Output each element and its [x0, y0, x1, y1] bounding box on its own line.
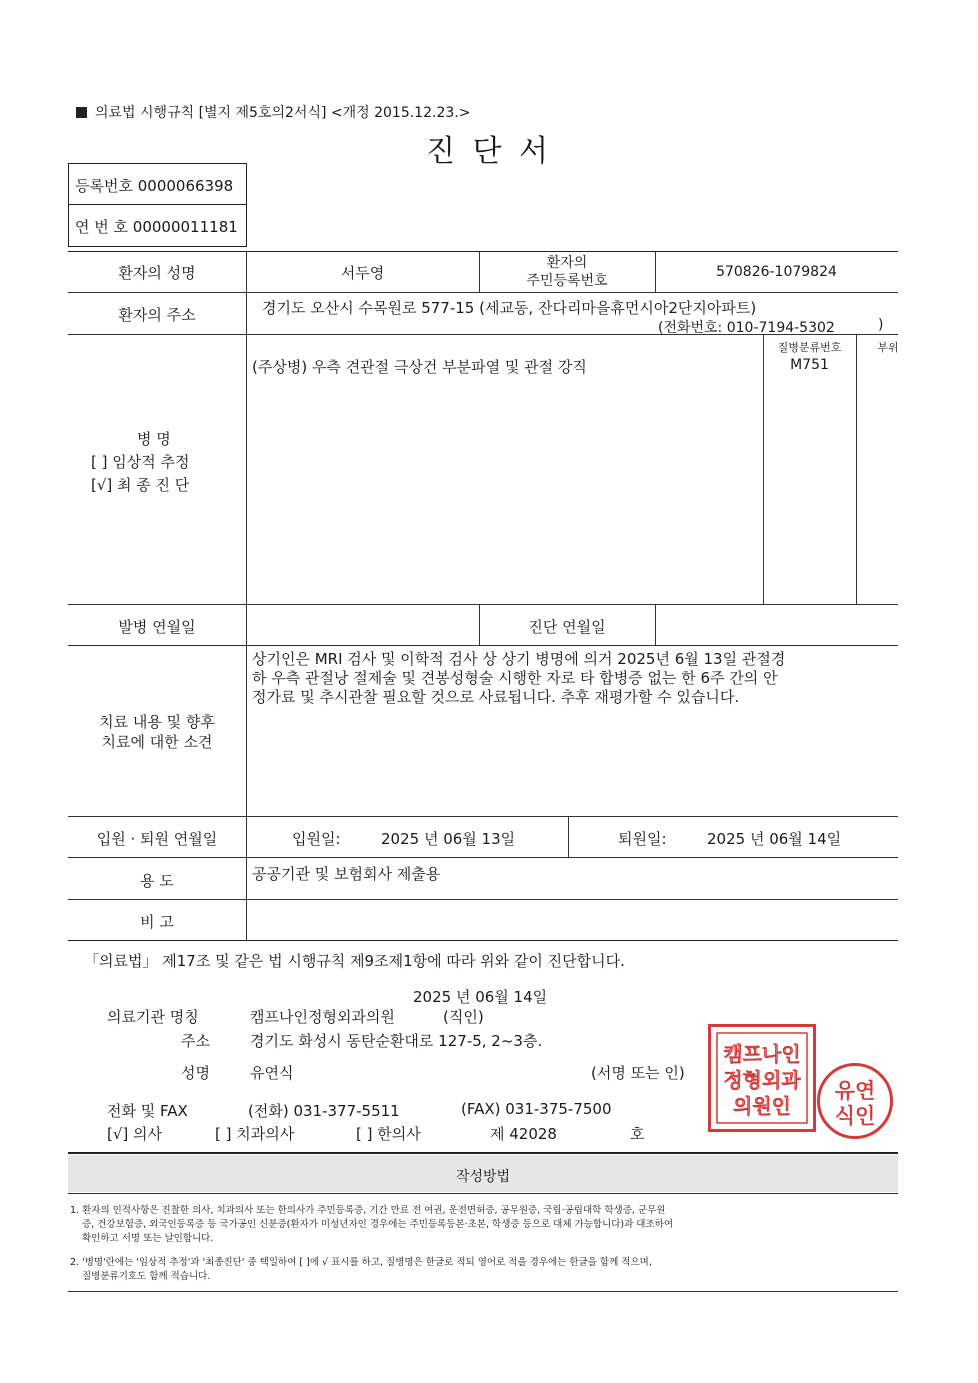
site-label: 부위 [877, 341, 899, 354]
reg-number [75, 175, 233, 196]
admission-in-date: 2025 년 06월 13일 [381, 830, 516, 848]
patient-address: 경기도 오산시 수목원로 577-15 (세교동, 잔다리마을휴먼시아2단지아파트) [262, 299, 757, 317]
address-label: 환자의 주소 [118, 306, 196, 324]
institution-seal-graphic [711, 1027, 813, 1129]
id-box [68, 163, 247, 247]
opinion-label-line1: 치료 내용 및 향후 [99, 713, 215, 731]
institution-address: 경기도 화성시 동탄순환대로 127-5, 2~3층. [250, 1032, 543, 1050]
opinion-label-line2: 치료에 대한 소견 [101, 733, 213, 751]
svg-text:유연: 유연 [834, 1079, 876, 1103]
serial-value: 00000011181 [132, 218, 238, 236]
admission-label: 입원 · 퇴원 연월일 [96, 830, 218, 848]
patient-name: 서두영 [340, 264, 385, 282]
diag-date-label: 진단 연월일 [528, 618, 606, 636]
rrn-label-line1: 환자의 [546, 255, 588, 271]
doctor-seal [817, 1063, 893, 1139]
reg-label: 등록번호 [75, 177, 133, 195]
svg-text:정형외과: 정형외과 [723, 1068, 801, 1092]
institution-label: 의료기관 명칭 [107, 1008, 199, 1026]
svg-text:의원인: 의원인 [733, 1094, 791, 1118]
institution-name: 캠프나인정형외과의원 [250, 1008, 395, 1026]
svg-text:식인: 식인 [834, 1104, 876, 1128]
institution-seal [708, 1024, 816, 1132]
admission-out-date: 2025 년 06월 14일 [707, 830, 842, 848]
opinion-label [68, 712, 246, 752]
stamp-type: (직인) [443, 1008, 484, 1026]
patient-phone: (전화번호: 010-7194-5302 [658, 320, 835, 336]
signature-label: (서명 또는 인) [591, 1064, 685, 1082]
admission-in-label: 입원일: [292, 830, 341, 848]
instructions-title: 작성방법 [455, 1169, 511, 1185]
institution-address-label: 주소 [181, 1032, 210, 1050]
code-label: 질병분류번호 [777, 341, 842, 354]
onset-label: 발병 연월일 [118, 618, 196, 636]
patient-rrn: 570826-1079824 [716, 264, 837, 280]
doctor-name-label: 성명 [181, 1064, 210, 1082]
rrn-label [479, 254, 655, 290]
instruction-1c: 확인하고 서명 또는 날인합니다. [82, 1233, 214, 1244]
tel-number: (전화) 031-377-5511 [248, 1102, 400, 1120]
remarks-label: 비 고 [140, 913, 174, 931]
certification-statement: 「의료법」 제17조 및 같은 법 시행규칙 제9조제1항에 따라 위와 같이 진단합니다. [84, 952, 625, 970]
doctor-name: 유연식 [250, 1064, 294, 1082]
document-title: 진 단 서 [425, 134, 552, 169]
serial-number [75, 216, 238, 237]
opt-dentist: [ ] 치과의사 [215, 1125, 295, 1143]
purpose-label: 용 도 [140, 872, 174, 890]
opt-doctor: [√] 의사 [107, 1125, 163, 1143]
license-number: 제 42028 [490, 1125, 557, 1143]
diagnosis-label: 병 명 [137, 430, 171, 448]
reg-value: 0000066398 [137, 177, 234, 195]
instructions-list [70, 1204, 673, 1284]
license-suffix: 호 [630, 1125, 645, 1143]
serial-label: 연 번 호 [75, 218, 129, 236]
doctor-seal-graphic [820, 1066, 890, 1136]
diagnosis-text: (주상병) 우측 견관절 극상건 부분파열 및 관절 강직 [252, 358, 587, 376]
contact-label: 전화 및 FAX [107, 1102, 188, 1120]
instruction-2b: 질병분류기호도 함께 적습니다. [82, 1271, 211, 1282]
opt-oriental: [ ] 한의사 [356, 1125, 421, 1143]
disease-code: M751 [790, 357, 829, 373]
purpose-value: 공공기관 및 보험회사 제출용 [252, 865, 441, 883]
option-final: [√] 최 종 진 단 [91, 476, 190, 494]
instruction-1a: 1. 환자의 인적사항은 진찰한 의사, 치과의사 또는 한의사가 주민등록증, 기간 만료 전 여권, 운전면허증, 공무원증, 국립·공립대학 학생증, 군무원 [70, 1205, 666, 1216]
regulation-header [76, 102, 470, 122]
patient-name-label: 환자의 성명 [118, 264, 196, 282]
instruction-2a: 2. '병명'란에는 '임상적 추정'과 '최종진단' 중 택일하여 [ ]에 √ 표시를 하고, 질병명은 한글로 적되 영어로 적을 경우에는 한글을 함께 적으며, [70, 1257, 652, 1268]
svg-text:캠프나인: 캠프나인 [723, 1042, 801, 1066]
opinion-line-1: 상기인은 MRI 검사 및 이학적 검사 상 상기 병명에 의거 2025년 6월 13일 관절경 [252, 650, 786, 668]
opinion-line-2: 하 우측 관절낭 절제술 및 견봉성형술 시행한 자로 타 합병증 없는 한 6주 간의 안 [252, 669, 778, 687]
option-clinical: [ ] 임상적 추정 [91, 453, 190, 471]
fax-number: (FAX) 031-375-7500 [461, 1100, 612, 1118]
rrn-label-line2: 주민등록번호 [526, 273, 608, 289]
patient-phone-close: ) [878, 317, 884, 333]
instruction-1b: 증, 건강보험증, 외국인등록증 등 국가공인 신분증(환자가 미성년자인 경우에는 주민등록등본·초본, 학생증 등으로 대체 가능합니다)과 대조하여 [82, 1219, 674, 1230]
certification-date: 2025 년 06월 14일 [413, 988, 548, 1006]
regulation-text: 의료법 시행규칙 [별지 제5호의2서식] <개정 2015.12.23.> [95, 105, 471, 121]
opinion-line-3: 정가료 및 추시관찰 필요할 것으로 사료됩니다. 추후 재평가할 수 있습니다. [252, 688, 740, 706]
admission-out-label: 퇴원일: [618, 830, 667, 848]
